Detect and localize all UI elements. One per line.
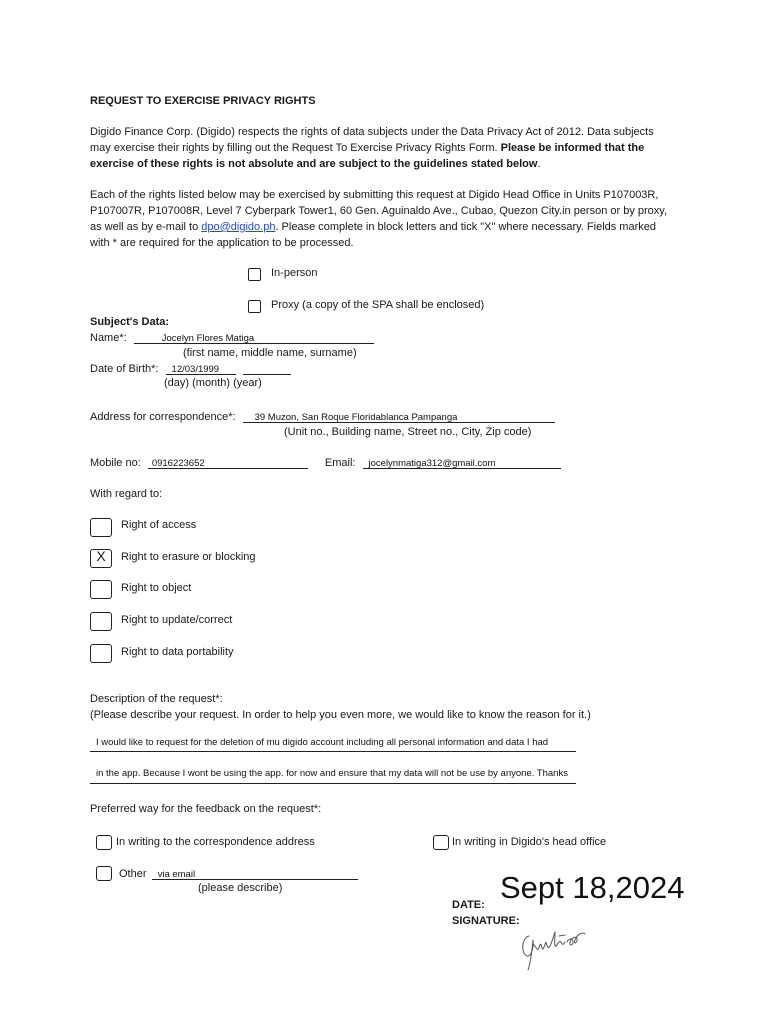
proxy-checkbox[interactable] (248, 300, 261, 313)
right-portability-label: Right to data portability (121, 646, 234, 658)
address-row (90, 410, 555, 423)
rights-paragraph (90, 187, 667, 251)
proxy-label: Proxy (a copy of the SPA shall be enclosed) (271, 299, 485, 311)
right-erasure-label: Right to erasure or blocking (121, 551, 256, 563)
right-update-label: Right to update/correct (121, 614, 233, 626)
right-object-checkbox[interactable] (90, 580, 112, 599)
name-row (90, 331, 374, 344)
address-field[interactable] (243, 410, 555, 423)
feedback-other-row (119, 867, 358, 880)
rights-line-1: Each of the rights listed below may be exercised by submitting this request at Digido Head Office in Units P107003R, (90, 189, 659, 201)
email-field[interactable] (363, 456, 561, 469)
feedback-other-value: via email (157, 869, 196, 880)
mobile-field[interactable] (148, 456, 308, 469)
description-line-1: I would like to request for the deletion of mu digido account including all personal information and data I had (96, 737, 549, 748)
right-object-label: Right to object (121, 582, 192, 594)
description-rule-1 (90, 751, 576, 752)
intro-line-2: may exercise their rights by filling out the Request To Exercise Privacy Rights Form. Please be informed that the (90, 142, 645, 154)
address-value: 39 Muzon, San Roque Floridablanca Pampanga (254, 412, 458, 423)
dob-label: Date of Birth*: (90, 363, 159, 375)
form-title: REQUEST TO EXERCISE PRIVACY RIGHTS (90, 95, 316, 107)
rights-line-2: P107007R, P107008R, Level 7 Cyberpark Tower1, 60 Gen. Aguinaldo Ave., Cubao, Quezon City.in person or by proxy, (90, 205, 668, 217)
in-person-label: In-person (271, 267, 318, 279)
dob-hint: (day) (month) (year) (164, 377, 262, 389)
right-access-checkbox[interactable] (90, 518, 112, 537)
feedback-other-checkbox[interactable] (96, 866, 112, 881)
feedback-office-label: In writing in Digido's head office (452, 836, 607, 848)
dob-field-extra[interactable] (243, 362, 291, 375)
name-field[interactable] (134, 331, 374, 344)
email-value: jocelynmatiga312@gmail.com (368, 458, 496, 469)
address-hint: (Unit no., Building name, Street no., City, Zip code) (284, 426, 532, 438)
rights-heading: With regard to: (90, 488, 163, 500)
intro-line-3: exercise of these rights is not absolute and are subject to the guidelines stated below. (90, 158, 541, 170)
signature-image (515, 922, 590, 974)
description-label: Description of the request*: (90, 693, 223, 705)
feedback-other-hint: (please describe) (198, 882, 283, 894)
description-rule-2 (90, 783, 576, 784)
name-value: Jocelyn Flores Matiga (161, 333, 255, 344)
date-label: DATE: (452, 899, 485, 911)
feedback-address-label: In writing to the correspondence address (116, 836, 315, 848)
contact-row (90, 456, 561, 469)
dpo-email-link[interactable]: dpo@digido.ph (201, 221, 276, 233)
feedback-label: Preferred way for the feedback on the request*: (90, 803, 322, 815)
signature-label: SIGNATURE: (452, 915, 520, 927)
feedback-other-field[interactable] (152, 867, 358, 880)
feedback-address-checkbox[interactable] (96, 835, 112, 850)
address-label: Address for correspondence*: (90, 411, 236, 423)
in-person-checkbox[interactable] (248, 268, 261, 281)
dob-value: 12/03/1999 (171, 364, 220, 375)
mobile-value: 0916223652 (151, 458, 205, 469)
dob-row (90, 362, 291, 375)
name-label: Name*: (90, 332, 127, 344)
right-access-label: Right of access (121, 519, 197, 531)
email-label: Email: (324, 457, 356, 469)
feedback-office-checkbox[interactable] (433, 835, 449, 850)
right-update-checkbox[interactable] (90, 612, 112, 631)
mobile-label: Mobile no: (90, 457, 141, 469)
right-portability-checkbox[interactable] (90, 644, 112, 663)
dob-field[interactable] (166, 362, 236, 375)
description-line-2: in the app. Because I wont be using the app. for now and ensure that my data will not be use by anyone. Thanks (96, 768, 568, 779)
right-erasure-checkbox[interactable]: X (90, 549, 112, 568)
rights-line-4: with * are required for the application to be processed. (90, 237, 354, 249)
intro-paragraph (90, 124, 654, 172)
description-hint: (Please describe your request. In order to help you even more, we would like to know the reason for it.) (90, 709, 591, 721)
intro-line-1: Digido Finance Corp. (Digido) respects the rights of data subjects under the Data Privacy Act of 2012. Data subjects (90, 126, 654, 138)
name-hint: (first name, middle name, surname) (183, 347, 357, 359)
feedback-other-label: Other (119, 868, 147, 880)
handwritten-date: Sept 18,2024 (500, 870, 685, 905)
subject-heading: Subject's Data: (90, 316, 170, 328)
rights-line-3: as well as by e-mail to dpo@digido.ph. Please complete in block letters and tick "X" where necessary. Fields marked (90, 221, 656, 233)
